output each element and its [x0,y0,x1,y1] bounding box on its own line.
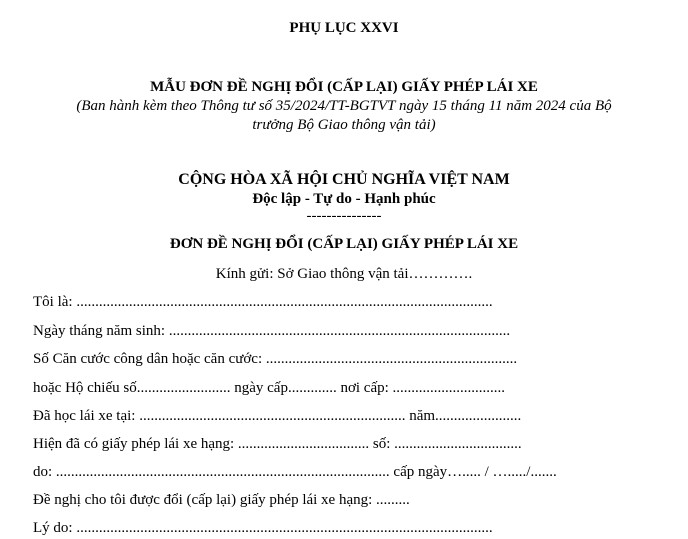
application-title: ĐƠN ĐỀ NGHỊ ĐỔI (CẤP LẠI) GIẤY PHÉP LÁI XE [169,236,519,252]
field-issued-by: do: ......................................................................................... cấp ngày…..... / …...../....... [33,464,557,480]
form-title: MẪU ĐƠN ĐỀ NGHỊ ĐỔI (CẤP LẠI) GIẤY PHÉP LÁI XE [150,79,538,95]
field-citizen-id: Số Căn cước công dân hoặc căn cước: ................................................................... [33,351,518,367]
field-passport: hoặc Hộ chiếu số......................... ngày cấp............. nơi cấp: .............................. [33,380,506,396]
field-reason: Lý do: ............................................................................................................... [33,520,493,536]
national-motto: Độc lập - Tự do - Hạnh phúc [252,191,436,207]
issuance-note-line-2: trưởng Bộ Giao thông vận tải) [252,117,436,133]
field-driving-school: Đã học lái xe tại: ....................................................................... năm....................... [33,408,522,424]
field-requested-class: Đề nghị cho tôi được đổi (cấp lại) giấy phép lái xe hạng: ......... [33,492,410,508]
addressee-line: Kính gửi: Sở Giao thông vận tải…………. [215,266,473,282]
appendix-heading: PHỤ LỤC XXVI [289,20,399,36]
issuance-note-line-1: (Ban hành kèm theo Thông tư số 35/2024/TT-BGTVT ngày 15 tháng 11 năm 2024 của Bộ [76,98,612,114]
country-name: CỘNG HÒA XÃ HỘI CHỦ NGHĨA VIỆT NAM [178,171,510,188]
field-full-name: Tôi là: ............................................................................................................... [33,294,493,310]
field-current-license: Hiện đã có giấy phép lái xe hạng: ................................... số: .................................. [33,436,522,452]
motto-separator: --------------- [306,208,382,224]
field-date-of-birth: Ngày tháng năm sinh: ........................................................................................... [33,323,511,339]
